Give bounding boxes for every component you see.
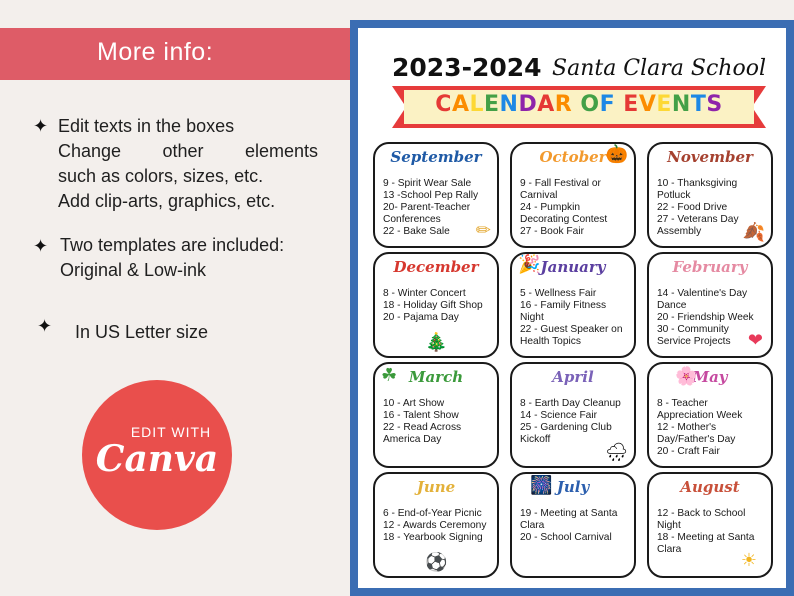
event-item: 12 - Back to School Night xyxy=(657,508,746,531)
event-item: 9 - Fall Festival or Carnival xyxy=(520,178,601,201)
pumpkin-icon: 🎃 xyxy=(605,144,628,165)
event-item: 8 - Earth Day Cleanup xyxy=(520,398,621,409)
christmas-tree-icon: 🎄 xyxy=(425,332,448,353)
fireworks-icon: 🎆 xyxy=(530,475,553,496)
month-events xyxy=(657,398,765,458)
feature-line: such as colors, sizes, etc. xyxy=(58,166,264,186)
month-title: February xyxy=(672,258,748,276)
event-item: 27 - Book Fair xyxy=(520,226,584,237)
month-title: August xyxy=(680,478,740,496)
month-events xyxy=(520,508,628,544)
event-item: 19 - Meeting at Santa Clara xyxy=(520,508,618,531)
month-events xyxy=(520,178,628,238)
event-item: 25 - Gardening Club Kickoff xyxy=(520,422,612,445)
event-item: 20 - Pajama Day xyxy=(383,312,459,323)
month-title: November xyxy=(667,148,753,166)
month-title: May xyxy=(692,368,728,386)
calendar-poster xyxy=(350,20,794,596)
month-card-november xyxy=(647,142,773,248)
month-title: October xyxy=(539,148,607,166)
party-popper-icon: 🎉 xyxy=(518,254,541,275)
event-item: 24 - Pumpkin Decorating Contest xyxy=(520,202,608,225)
info-banner xyxy=(0,28,352,80)
month-card-september xyxy=(373,142,499,248)
month-card-december xyxy=(373,252,499,358)
month-title: January xyxy=(540,258,606,276)
month-title: April xyxy=(552,368,594,386)
leaves-icon: 🍂 xyxy=(742,222,765,243)
feature-line: Add clip-arts, graphics, etc. xyxy=(58,191,276,211)
event-item: 5 - Wellness Fair xyxy=(520,288,597,299)
month-events xyxy=(657,508,765,556)
event-item: 22 - Bake Sale xyxy=(383,226,450,237)
event-item: 8 - Winter Concert xyxy=(383,288,466,299)
month-card-january xyxy=(510,252,636,358)
calendar-sheet xyxy=(358,28,786,588)
rain-cloud-icon: 🌧 xyxy=(605,442,628,463)
month-card-august xyxy=(647,472,773,578)
event-item: 22 - Read Across America Day xyxy=(383,422,462,445)
event-item: 9 - Spirit Wear Sale xyxy=(383,178,472,189)
event-item: 6 - End-of-Year Picnic xyxy=(383,508,482,519)
school-name-title: Santa Clara School xyxy=(552,56,767,81)
event-item: 22 - Guest Speaker on Health Topics xyxy=(520,324,623,347)
canva-badge[interactable] xyxy=(82,380,232,530)
month-card-april xyxy=(510,362,636,468)
event-item: 27 - Veterans Day Assembly xyxy=(657,214,739,237)
month-card-march xyxy=(373,362,499,468)
feature-templates xyxy=(60,233,340,283)
canva-edit-label: EDIT WITH xyxy=(130,424,212,440)
month-title: March xyxy=(408,368,464,386)
flower-icon: 🌸 xyxy=(675,366,698,387)
event-item: 16 - Talent Show xyxy=(383,410,459,421)
event-item: 13 -School Pep Rally xyxy=(383,190,479,201)
feature-line: Edit texts in the boxes xyxy=(58,116,235,136)
event-item: 8 - Teacher Appreciation Week xyxy=(657,398,743,421)
feature-line: Change other elements xyxy=(58,141,318,161)
event-item: 10 - Thanksgiving Potluck xyxy=(657,178,738,201)
event-item: 30 - Community Service Projects xyxy=(657,324,731,347)
month-card-october xyxy=(510,142,636,248)
month-events xyxy=(383,178,491,241)
school-year-title: 2023-2024 xyxy=(392,53,542,82)
event-item: 12 - Mother's Day/Father's Day xyxy=(657,422,736,445)
month-card-july xyxy=(510,472,636,578)
sun-icon: ☀ xyxy=(740,550,757,571)
event-item: 20 - Friendship Week xyxy=(657,312,754,323)
month-events xyxy=(383,398,491,446)
info-banner-title: More info: xyxy=(97,38,214,66)
event-item: 18 - Meeting at Santa Clara xyxy=(657,532,755,555)
event-item: 18 - Yearbook Signing xyxy=(383,532,483,543)
month-card-may xyxy=(647,362,773,468)
event-item: 10 - Art Show xyxy=(383,398,445,409)
month-title: June xyxy=(416,478,456,496)
month-events xyxy=(520,398,628,446)
month-title: September xyxy=(390,148,482,166)
event-item: 14 - Valentine's Day Dance xyxy=(657,288,748,311)
month-events xyxy=(383,288,491,324)
event-item: 14 - Science Fair xyxy=(520,410,598,421)
month-title: December xyxy=(393,258,479,276)
feature-edit-texts xyxy=(58,114,320,214)
event-item: 20- Parent-Teacher Conferences xyxy=(383,202,471,225)
heart-icon: ❤ xyxy=(747,330,763,351)
month-events xyxy=(520,288,628,348)
event-item: 22 - Food Drive xyxy=(657,202,728,213)
sparkle-icon: ✦ xyxy=(33,236,49,257)
event-item: 20 - School Carnival xyxy=(520,532,612,543)
month-card-june xyxy=(373,472,499,578)
event-item: 16 - Family Fitness Night xyxy=(520,300,607,323)
month-events xyxy=(383,508,491,544)
feature-size: In US Letter size xyxy=(75,322,209,342)
month-card-february xyxy=(647,252,773,358)
month-title: July xyxy=(556,478,590,496)
shamrock-icon: ☘ xyxy=(381,365,398,386)
sparkle-icon: ✦ xyxy=(37,316,53,337)
event-item: 18 - Holiday Gift Shop xyxy=(383,300,483,311)
feature-line: Original & Low-ink xyxy=(60,260,207,280)
sparkle-icon: ✦ xyxy=(33,116,49,137)
beach-ball-icon: ⚽ xyxy=(425,552,448,573)
pencil-icon: ✏ xyxy=(475,220,491,241)
event-item: 20 - Craft Fair xyxy=(657,446,720,457)
calendar-subtitle: CALENDAR OF EVENTS xyxy=(435,92,723,117)
canva-logo: Canva xyxy=(95,438,219,480)
event-item: 12 - Awards Ceremony xyxy=(383,520,487,531)
feature-line: Two templates are included: xyxy=(60,235,285,255)
title-ribbon xyxy=(392,86,766,128)
